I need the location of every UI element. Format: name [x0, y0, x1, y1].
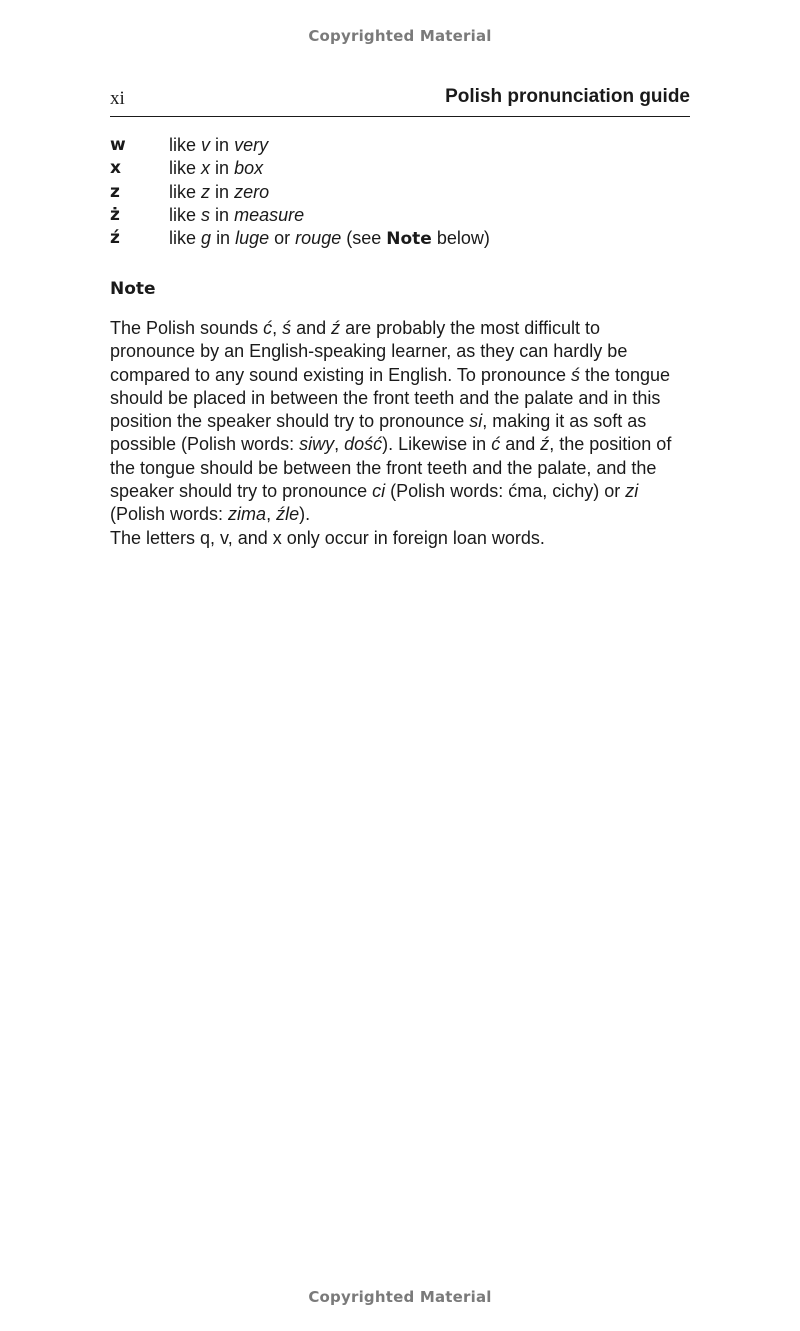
page-title: Polish pronunciation guide — [445, 86, 690, 107]
note-line: position the speaker should try to pronounce si, making it as soft as — [110, 411, 647, 432]
note-line: the tongue should be between the front teeth and the palate, and the — [110, 457, 657, 478]
guide-row-x — [110, 157, 690, 180]
pronunciation-list — [110, 134, 690, 250]
note-paragraph — [110, 317, 700, 527]
guide-letter: ź — [110, 228, 120, 249]
note-heading: Note — [110, 279, 156, 299]
guide-row-z — [110, 181, 690, 204]
note-body — [110, 317, 700, 550]
note-line: speaker should try to pronounce ci (Polish words: ćma, cichy) or zi — [110, 481, 639, 502]
guide-row-z-dot — [110, 204, 690, 227]
guide-description: like x in box — [169, 158, 264, 179]
guide-letter: x — [110, 158, 121, 179]
note-line: The Polish sounds ć, ś and ź are probably the most difficult to — [110, 318, 600, 338]
note-line: should be placed in between the front teeth and the palate and in this — [110, 387, 661, 408]
guide-letter: z — [110, 181, 120, 202]
note-line: possible (Polish words: siwy, dość). Likewise in ć and ź, the position of — [110, 434, 672, 455]
guide-letter: w — [110, 135, 126, 155]
guide-description: like s in measure — [169, 204, 305, 225]
guide-description: like v in very — [169, 135, 269, 155]
guide-description: like z in zero — [169, 181, 270, 202]
guide-row-w — [110, 134, 690, 157]
guide-letter: ż — [110, 204, 120, 225]
note-line: (Polish words: zima, źle). — [110, 504, 311, 525]
copyright-watermark-top: Copyrighted Material — [308, 27, 492, 45]
note-line: compared to any sound existing in English. To pronounce ś the tongue — [110, 364, 671, 385]
note-last-paragraph: The letters q, v, and x only occur in foreign loan words. — [110, 527, 545, 548]
note-reference: Note — [386, 229, 432, 250]
page-header — [110, 86, 690, 117]
guide-description: like g in luge or rouge (see Note below) — [169, 228, 490, 250]
note-line: pronounce by an English-speaking learner, as they can hardly be — [110, 341, 628, 362]
page-number: xi — [110, 88, 125, 109]
copyright-watermark-bottom: Copyrighted Material — [308, 1288, 492, 1306]
guide-row-z-acute — [110, 227, 690, 250]
